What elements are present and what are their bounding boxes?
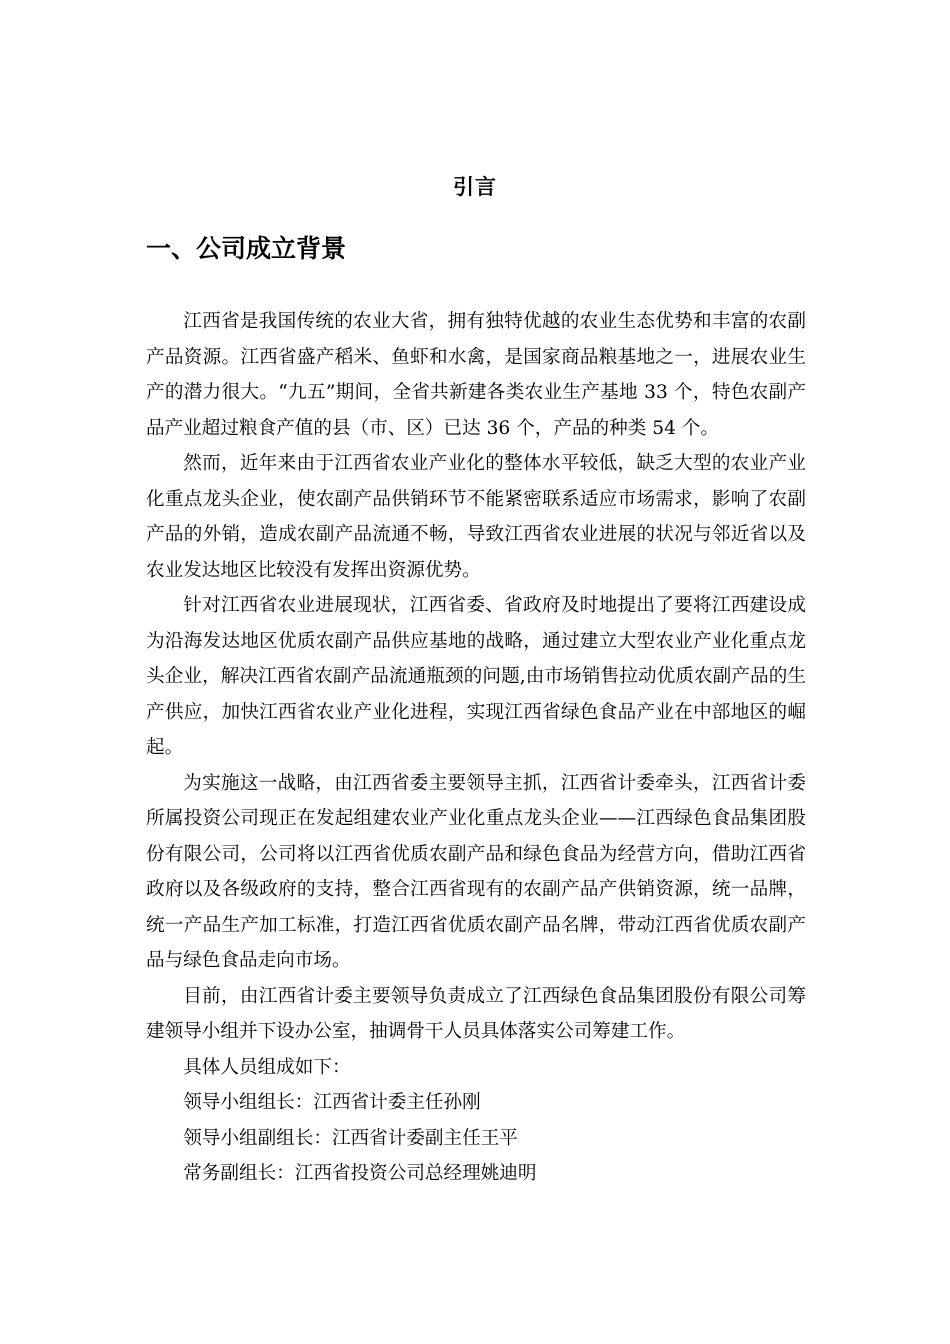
member-line: 常务副组长：江西省投资公司总经理姚迪明 bbox=[183, 1163, 537, 1184]
body-text bbox=[146, 304, 806, 1192]
paragraph: 然而，近年来由于江西省农业产业化的整体水平较低，缺乏大型的农业产业化重点龙头企业，使农副产品供销环节不能紧密联系适应市场需求，影响了农副产品的外销，造成农副产品流通不畅，导致江西省农业进展的状况与邻近省以及农业发达地区比较没有发挥出资源优势。 bbox=[146, 453, 806, 581]
paragraph: 为实施这一战略，由江西省委主要领导主抓，江西省计委牵头，江西省计委所属投资公司现正在发起组建农业产业化重点龙头企业——江西绿色食品集团股份有限公司，公司将以江西省优质农副产品和绿色食品为经营方向，借助江西省政府以及各级政府的支持，整合江西省现有的农副产品产供销资源，统一品牌，统一产品生产加工标准，打造江西省优质农副产品名牌，带动江西省优质农副产品与绿色食品走向市场。 bbox=[146, 772, 806, 971]
members-intro: 具体人员组成如下： bbox=[183, 1056, 351, 1078]
member-line: 领导小组组长：江西省计委主任孙刚 bbox=[183, 1092, 481, 1113]
paragraph: 目前，由江西省计委主要领导负责成立了江西绿色食品集团股份有限公司筹建领导小组并下设办公室，抽调骨干人员具体落实公司筹建工作。 bbox=[146, 985, 806, 1042]
paragraph: 江西省是我国传统的农业大省，拥有独特优越的农业生态优势和丰富的农副产品资源。江西省盛产稻米、鱼虾和水禽，是国家商品粮基地之一，进展农业生产的潜力很大。“九五”期间，全省共新建各类农业生产基地 33 个，特色农副产品产业超过粮食产值的县（市、区）已达 36 个，产品的种类 54 个。 bbox=[146, 311, 806, 439]
page-title: 引言 bbox=[453, 175, 497, 199]
paragraph: 针对江西省农业进展现状，江西省委、省政府及时地提出了要将江西建设成为沿海发达地区优质农副产品供应基地的战略，通过建立大型农业产业化重点龙头企业，解决江西省农副产品流通瓶颈的问题,由市场销售拉动优质农副产品的生产供应，加快江西省农业产业化进程，实现江西省绿色食品产业在中部地区的崛起。 bbox=[146, 595, 806, 758]
section-heading: 一、公司成立背景 bbox=[146, 234, 347, 263]
member-line: 领导小组副组长：江西省计委副主任王平 bbox=[183, 1127, 518, 1149]
